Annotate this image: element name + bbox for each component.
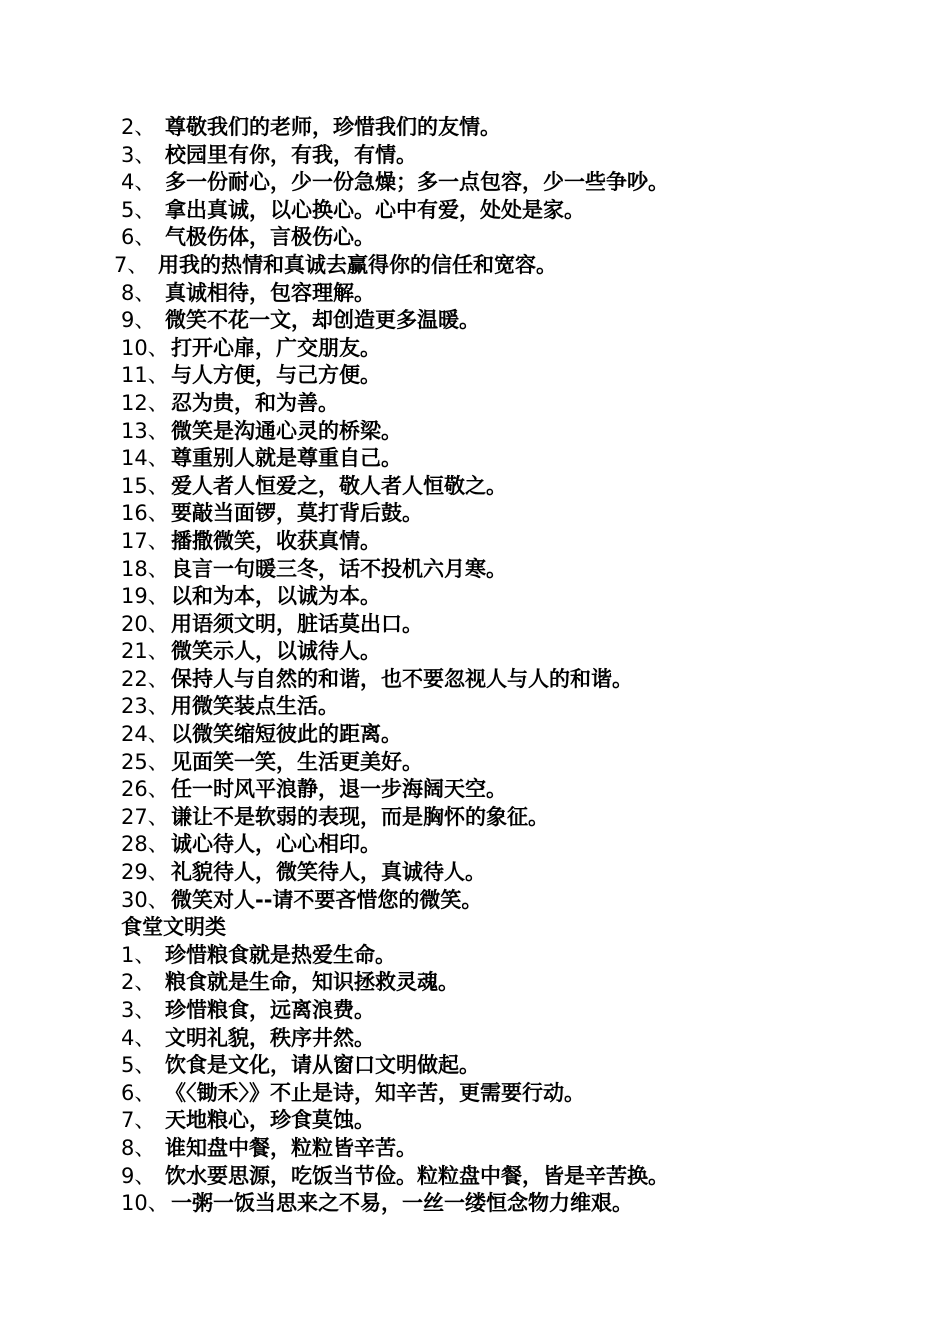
item-number: 16、 bbox=[121, 501, 169, 526]
item-text: 良言一句暖三冬，话不投机六月寒。 bbox=[171, 556, 507, 581]
list-item bbox=[0, 307, 950, 335]
list-item bbox=[0, 1080, 950, 1108]
item-text: 爱人者人恒爱之，敬人者人恒敬之。 bbox=[171, 473, 507, 498]
item-text: 谦让不是软弱的表现，而是胸怀的象征。 bbox=[171, 804, 549, 829]
item-text: 《〈锄禾〉》不止是诗，知辛苦，更需要行动。 bbox=[165, 1080, 585, 1105]
list-item bbox=[0, 638, 950, 666]
item-text: 饮食是文化，请从窗口文明做起。 bbox=[165, 1053, 480, 1078]
list-item bbox=[0, 831, 950, 859]
item-number: 2、 bbox=[121, 115, 156, 139]
item-text: 气极伤体，言极伤心。 bbox=[165, 225, 375, 250]
item-text: 微笑示人，以诚待人。 bbox=[171, 639, 381, 664]
item-text: 拿出真诚，以心换心。心中有爱，处处是家。 bbox=[165, 197, 585, 222]
list-item bbox=[0, 1135, 950, 1163]
list-item bbox=[0, 197, 950, 225]
item-number: 29、 bbox=[121, 860, 169, 885]
item-number: 15、 bbox=[121, 473, 169, 498]
item-number: 2、 bbox=[121, 970, 156, 995]
list-item bbox=[0, 749, 950, 777]
item-text: 多一份耐心，少一份急燥；多一点包容，少一些争吵。 bbox=[165, 170, 669, 195]
item-number: 8、 bbox=[121, 1135, 156, 1160]
document-page bbox=[0, 114, 950, 1218]
section-heading-text: 食堂文明类 bbox=[121, 915, 226, 940]
item-text: 忍为贵，和为善。 bbox=[171, 390, 339, 415]
item-number: 21、 bbox=[121, 639, 169, 664]
item-text: 文明礼貌，秩序井然。 bbox=[165, 1025, 375, 1050]
item-number: 22、 bbox=[121, 666, 169, 691]
list-item bbox=[0, 224, 950, 252]
item-number: 6、 bbox=[121, 225, 156, 250]
item-number: 12、 bbox=[121, 390, 169, 415]
list-item bbox=[0, 473, 950, 501]
list-item bbox=[0, 1025, 950, 1053]
item-number: 9、 bbox=[121, 1163, 156, 1188]
item-number: 14、 bbox=[121, 446, 169, 471]
item-number: 11、 bbox=[121, 363, 169, 388]
item-number: 28、 bbox=[121, 832, 169, 857]
list-item bbox=[0, 693, 950, 721]
item-text: 打开心扉，广交朋友。 bbox=[171, 335, 381, 360]
list-item bbox=[0, 942, 950, 970]
list-item bbox=[0, 418, 950, 446]
item-number: 24、 bbox=[121, 722, 169, 747]
item-text: 一粥一饭当思来之不易，一丝一缕恒念物力维艰。 bbox=[171, 1191, 633, 1216]
item-text: 微笑不花一文，却创造更多温暖。 bbox=[165, 308, 480, 333]
list-item bbox=[0, 721, 950, 749]
item-number: 25、 bbox=[121, 749, 169, 774]
item-number: 4、 bbox=[121, 1025, 156, 1050]
item-number: 30、 bbox=[121, 887, 169, 912]
list-item bbox=[0, 1052, 950, 1080]
item-number: 5、 bbox=[121, 197, 156, 222]
item-number: 5、 bbox=[121, 1053, 156, 1078]
item-number: 7、 bbox=[121, 1108, 156, 1133]
list-item bbox=[0, 114, 950, 142]
list-item bbox=[0, 611, 950, 639]
item-text: 要敲当面锣，莫打背后鼓。 bbox=[171, 501, 423, 526]
item-number: 23、 bbox=[121, 694, 169, 719]
item-text: 微笑是沟通心灵的桥梁。 bbox=[171, 418, 402, 443]
list-item bbox=[0, 362, 950, 390]
list-item bbox=[0, 390, 950, 418]
list-item bbox=[0, 1107, 950, 1135]
list-item bbox=[0, 997, 950, 1025]
item-number: 20、 bbox=[121, 611, 169, 636]
item-text: 任一时风平浪静，退一步海阔天空。 bbox=[171, 777, 507, 802]
item-number: 26、 bbox=[121, 777, 169, 802]
list-item bbox=[0, 1163, 950, 1191]
list-item bbox=[0, 804, 950, 832]
list-item bbox=[0, 169, 950, 197]
list-item bbox=[0, 528, 950, 556]
list-item bbox=[0, 500, 950, 528]
item-text: 诚心待人，心心相印。 bbox=[171, 832, 381, 857]
item-number: 7、 bbox=[114, 252, 149, 277]
list-item bbox=[0, 1190, 950, 1218]
item-text: 粮食就是生命，知识拯救灵魂。 bbox=[165, 970, 459, 995]
list-item bbox=[0, 280, 950, 308]
item-text: 天地粮心，珍食莫蚀。 bbox=[165, 1108, 375, 1133]
item-number: 8、 bbox=[121, 280, 156, 305]
list-item bbox=[0, 969, 950, 997]
item-text: 饮水要思源，吃饭当节俭。粒粒盘中餐，皆是辛苦换。 bbox=[165, 1163, 669, 1188]
item-text: 微笑对人--请不要吝惜您的微笑。 bbox=[171, 887, 483, 912]
item-text: 用微笑装点生活。 bbox=[171, 694, 339, 719]
item-number: 17、 bbox=[121, 528, 169, 553]
list-item bbox=[0, 252, 950, 280]
item-text: 尊重别人就是尊重自己。 bbox=[171, 446, 402, 471]
item-number: 10、 bbox=[121, 335, 169, 360]
item-number: 6、 bbox=[121, 1080, 156, 1105]
item-text: 播撒微笑，收获真情。 bbox=[171, 528, 381, 553]
item-text: 见面笑一笑，生活更美好。 bbox=[171, 749, 423, 774]
item-text: 保持人与自然的和谐，也不要忽视人与人的和谐。 bbox=[171, 666, 633, 691]
item-number: 18、 bbox=[121, 556, 169, 581]
list-item bbox=[0, 776, 950, 804]
item-text: 用语须文明，脏话莫出口。 bbox=[171, 611, 423, 636]
item-number: 1、 bbox=[121, 942, 156, 967]
item-text: 用我的热情和真诚去赢得你的信任和宽容。 bbox=[158, 252, 557, 277]
list-item bbox=[0, 583, 950, 611]
item-number: 3、 bbox=[121, 142, 156, 167]
section-heading bbox=[0, 914, 950, 942]
item-number: 19、 bbox=[121, 584, 169, 609]
item-text: 珍惜粮食，远离浪费。 bbox=[165, 998, 375, 1022]
item-text: 谁知盘中餐，粒粒皆辛苦。 bbox=[165, 1135, 417, 1160]
item-number: 9、 bbox=[121, 308, 156, 333]
list-item bbox=[0, 445, 950, 473]
item-number: 3、 bbox=[121, 998, 156, 1022]
item-text: 礼貌待人，微笑待人，真诚待人。 bbox=[171, 860, 486, 885]
item-number: 13、 bbox=[121, 418, 169, 443]
item-text: 以和为本，以诚为本。 bbox=[171, 584, 381, 609]
item-number: 10、 bbox=[121, 1191, 169, 1216]
list-item bbox=[0, 335, 950, 363]
list-item bbox=[0, 666, 950, 694]
item-text: 与人方便，与己方便。 bbox=[171, 363, 381, 388]
item-text: 珍惜粮食就是热爱生命。 bbox=[165, 942, 396, 967]
list-item bbox=[0, 556, 950, 584]
item-number: 4、 bbox=[121, 170, 156, 195]
list-item bbox=[0, 887, 950, 915]
item-text: 校园里有你，有我，有情。 bbox=[165, 142, 417, 167]
list-item bbox=[0, 142, 950, 170]
list-item bbox=[0, 859, 950, 887]
item-text: 真诚相待，包容理解。 bbox=[165, 280, 375, 305]
item-number: 27、 bbox=[121, 804, 169, 829]
item-text: 以微笑缩短彼此的距离。 bbox=[171, 722, 402, 747]
item-text: 尊敬我们的老师，珍惜我们的友情。 bbox=[165, 115, 501, 139]
